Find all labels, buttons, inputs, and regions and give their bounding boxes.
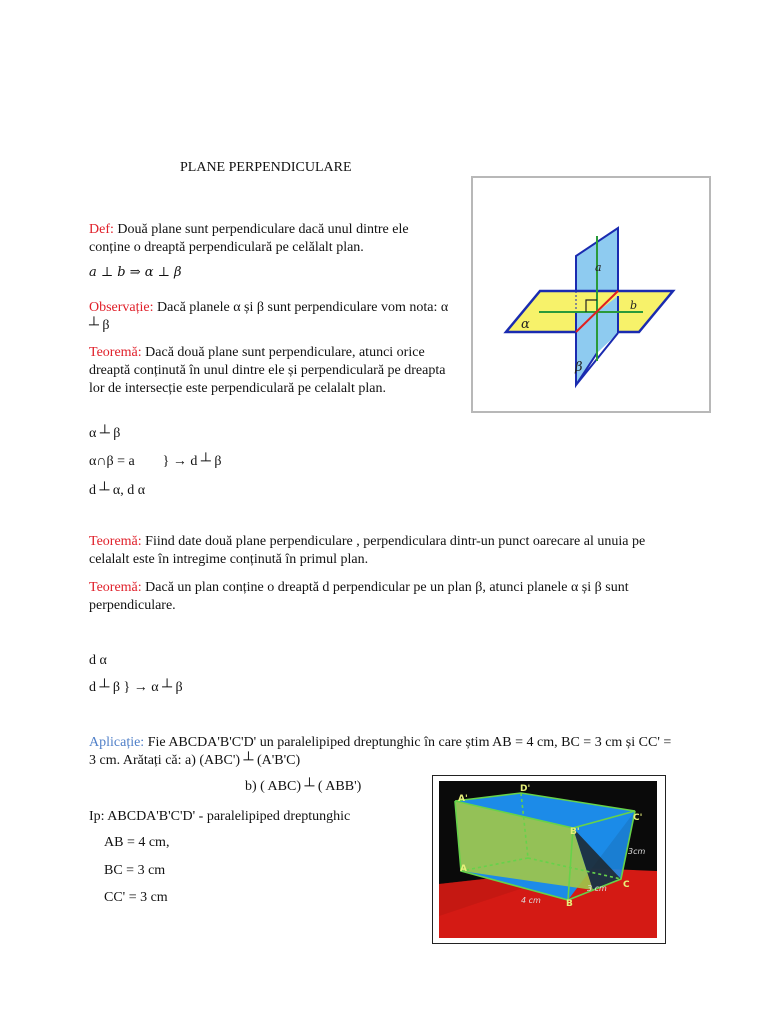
observation-label: Observație: [89, 300, 154, 315]
vertex-a-prime: A' [458, 794, 468, 804]
vertex-a: A [460, 864, 467, 874]
perpendicular-planes-svg [473, 178, 709, 411]
theorem1-line: d ┴ α, d α [89, 483, 146, 498]
def-text: Două plane sunt perpendiculare dacă unul dintre ele conține o dreaptă perpendiculară pe celălalt plan. [89, 222, 409, 255]
parallelepiped-svg [433, 776, 665, 943]
theorem2-text: Fiind date două plane perpendiculare , perpendiculara dintr-un punct oarecare al unuia pe celalalt este în intregime conținută în primul plan. [89, 534, 646, 567]
theorem2-label: Teoremă: [89, 534, 142, 549]
label-alpha: α [521, 317, 530, 332]
def-label: Def: [89, 222, 114, 237]
given-data-item: CC' = 3 cm [104, 890, 168, 905]
theorem1-label: Teoremă: [89, 345, 142, 360]
theorem1-text: Dacă două plane sunt perpendiculare, atunci orice dreaptă conținută în unul dintre ele și perpendiculară pe dreapta lor de intersecție este perpendiculară pe celalalt plan. [89, 345, 446, 396]
theorem1-paragraph [89, 344, 457, 398]
theorem3-line: d ┴ β } → α ┴ β [89, 680, 183, 695]
theorem3-label: Teoremă: [89, 580, 142, 595]
vertex-c: C [623, 880, 630, 890]
application-text: Fie ABCDA'B'C'D' un paralelipiped dreptunghic în care știm AB = 4 cm, BC = 3 cm și CC' = 3 cm. Arătați că: a) (ABC') ┴ (A'B'C) [89, 735, 672, 768]
given-data-item: AB = 4 cm, [104, 835, 170, 850]
def-formula: a ⊥ b ⇒ α ⊥ β [89, 265, 182, 280]
label-b: b [630, 299, 638, 312]
vertex-d-prime: D' [520, 784, 531, 794]
observation-text: Dacă planele α și β sunt perpendiculare vom nota: α ┴ β [89, 300, 449, 333]
application-part-b: b) ( ABC) ┴ ( ABB') [245, 779, 362, 794]
application-label: Aplicație: [89, 735, 145, 750]
definition-paragraph [89, 221, 439, 257]
label-beta: β [575, 360, 583, 375]
theorem1-line: α∩β = a } → d ┴ β [89, 454, 222, 469]
theorem3-paragraph [89, 579, 679, 615]
theorem1-line: α ┴ β [89, 426, 121, 441]
measure-cc: 3cm [628, 847, 646, 856]
theorem3-text: Dacă un plan conține o dreaptă d perpendicular pe un plan β, atunci planele α și β sunt perpendiculare. [89, 580, 629, 613]
measure-ab: 4 cm [521, 896, 541, 905]
observation-paragraph [89, 299, 449, 335]
vertex-c-prime: C' [633, 813, 643, 823]
page-title: PLANE PERPENDICULARE [180, 160, 352, 175]
label-a: a [595, 261, 602, 274]
parallelepiped-figure [432, 775, 666, 944]
theorem2-paragraph [89, 533, 679, 569]
hypothesis-line: Ip: ABCDA'B'C'D' - paralelipiped dreptunghic [89, 809, 351, 824]
application-paragraph [89, 734, 679, 770]
perpendicular-planes-figure [471, 176, 711, 413]
given-data-item: BC = 3 cm [104, 863, 166, 878]
vertex-b: B [566, 899, 573, 909]
measure-bc: 3 cm [587, 884, 607, 893]
vertex-b-prime: B' [570, 827, 580, 837]
theorem3-line: d α [89, 653, 107, 668]
